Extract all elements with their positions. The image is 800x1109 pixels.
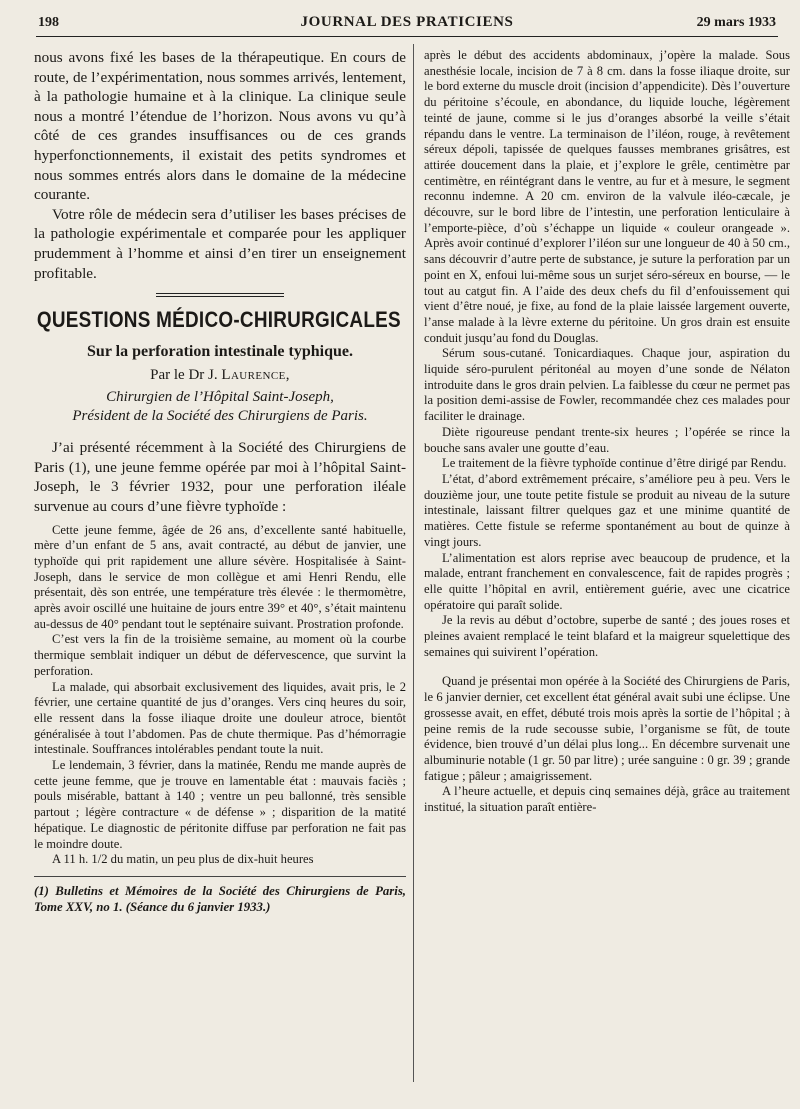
affiliation-line-1: Chirurgien de l’Hôpital Saint-Joseph, <box>106 389 334 406</box>
presentation-paragraph: Quand je présentai mon opérée à la Société des Chirurgiens de Paris, le 6 janvier dernier, cet excellent état général avait subi une éclipse. Une grossesse avait, en effet, débuté trois mois après la sortie de l’hôpital ; à peine remis de la rude secousse subie, l’organisme se fût, de toute évidence, bien trouvé d’un délai plus long... En décembre survenait une albuminurie notable (1 gr. 50 par litre) ; urée sanguine : 0 gr. 39 ; grande fatigue ; pâleur ; amaigrissement. <box>424 674 790 783</box>
article-title: Sur la perforation intestinale typhique. <box>87 343 353 361</box>
author-name: Laurence, <box>221 367 290 384</box>
section-title: QUESTIONS MÉDICO-CHIRURGICALES <box>36 307 401 333</box>
page-header <box>36 12 778 37</box>
intro-paragraph-2: Votre rôle de médecin sera d’utiliser les bases précises de la pathologie expérimentale et comparée pour les appliquer prudemment à l’homme et ainsi d’en tirer un enseignement profitable. <box>34 205 406 282</box>
case-paragraph-1: Cette jeune femme, âgée de 26 ans, d’excellente santé habituelle, mère d’un enfant de 5 ans, avait contracté, au début de janvier, une typhoïde qui prit rapidement une allure sévère. Hospitalisée à Saint-Joseph, dans le service de mon collègue et ami Henri Rendu, elle présentait, dès son entrée, une température très élevée : le thermomètre, après avoir oscillé une huitaine de jours entre 39° et 40°, s’était maintenu au-dessus de 40° pendant tout le septénaire suivant. Prostration profonde. <box>34 522 406 631</box>
case-paragraph-5: A 11 h. 1/2 du matin, un peu plus de dix-huit heures <box>52 852 314 867</box>
recovery-paragraph: L’état, d’abord extrêmement précaire, s’améliore peu à peu. Vers le douzième jour, une toute petite fistule se produit au niveau de la suture intestinale, laissant filtrer quelques gaz et une minime quantité de matières. Cette fistule se referme spontanément au bout de quinze à vingt jours. <box>424 471 790 549</box>
page-number: 198 <box>38 15 59 30</box>
convalescence-paragraph: L’alimentation est alors reprise avec beaucoup de prudence, et la malade, entrant franchement en convalescence, fait de rapides progrès ; elle quitte l’hôpital en avril, entièrement guérie, avec une cicatrice opératoire qui paraît solide. <box>424 550 790 612</box>
left-column <box>34 48 406 1098</box>
diet-paragraph: Diète rigoureuse pendant trente-six heures ; l’opérée se rince la bouche sans avaler une goutte d’eau. <box>424 424 790 455</box>
section-separator <box>156 293 284 297</box>
footnote-rule <box>34 876 406 877</box>
treatment-paragraph: Le traitement de la fièvre typhoïde continue d’être dirigé par Rendu. <box>442 456 787 471</box>
right-column <box>424 48 790 1098</box>
case-paragraph-4: Le lendemain, 3 février, dans la matinée, Rendu me mande auprès de cette jeune femme, que je trouve en lamentable état : mauvais faciès ; pouls misérable, battant à 140 ; ventre un peu ballonné, très sensible partout ; légère contracture « de défense » ; disparition de la matité hépatique. Le diagnostic de péritonite diffuse par perforation ne fait pas le moindre doute. <box>34 758 406 851</box>
postop-paragraph: Sérum sous-cutané. Tonicardiaques. Chaque jour, aspiration du liquide séro-purulent péritonéal au moyen d’une sonde de Nélaton introduite dans le gros drain pelvien. La faiblesse du cœur ne permet pas la position demi-assise de Fowler, recommandée chez ces malades pour faciliter le drainage. <box>424 346 790 424</box>
issue-date: 29 mars 1933 <box>696 15 776 30</box>
footnote: (1) Bulletins et Mémoires de la Société des Chirurgiens de Paris, Tome XXV, no 1. (Séance du 6 janvier 1933.) <box>34 883 406 914</box>
article-byline <box>34 367 406 384</box>
operation-paragraph: après le début des accidents abdominaux, j’opère la malade. Sous anesthésie locale, incision de 7 à 8 cm. dans la fosse iliaque droite, sur le bord externe du muscle droit (incision d’appendicite). Dès l’ouverture du péritoine s’écoule, en abondance, du liquide louche, légèrement teinté de jaune, comme si le jus d’oranges absorbé la veille s’était répandu dans le ventre. La terminaison de l’iléon, rouge, à revêtement séreux dépoli, tapissée de quelques fausses membranes grisâtres, est attirée doucement dans la plaie, et j’explore le grêle, centimètre par centimètre, en réintégrant dans le ventre, au fur et à mesure, le segment reconnu indemne. A 20 cm. environ de la valvule iléo-cæcale, je découvre, sur le bord libre de l’intestin, une perforation lenticulaire à l’emporte-pièce, d’où s’échappe un liquide « couleur orangeade ». Après avoir continué d’explorer l’iléon sur une longueur de 40 à 50 cm., sans découvrir d’autre perte de substance, je suture la perforation par un point en X, enfoui lui-même sous un surjet séro-séreux en bourse, — le tout au catgut fin. A l’aide des deux chefs du fil d’enfouissement qui vient d’être noué, je fixe, au fond de la plaie laissée largement ouverte, l’anse malade à la lèvre externe du péritoine. Un gros drain est ensuite conduit jusqu’au fond du Douglas. <box>424 48 790 345</box>
followup-paragraph: Je la revis au début d’octobre, superbe de santé ; des joues roses et pleines avaient remplacé le teint blafard et la maigreur squelettique des semaines qui suivirent l’opération. <box>424 613 790 659</box>
journal-title: JOURNAL DES PRATICIENS <box>300 14 514 30</box>
lead-paragraph: J’ai présenté récemment à la Société des Chirurgiens de Paris (1), une jeune femme opérée par moi à l’hôpital Saint-Joseph, le 3 février 1932, pour une perforation iléale survenue au cours d’une fièvre typhoïde : <box>34 439 406 515</box>
intro-paragraph-1: nous avons fixé les bases de la thérapeutique. En cours de route, de l’expérimentation, nous sommes arrivés, lentement, à la pathologie humaine et à la clinique. La clinique seule nous a montré l’étendue de l’horizon. Nous avons vu qu’à côté de ces grandes insuffisances ou de ces grands hyperfonctionnements, il existait des petits syndromes et nous sommes entrés alors dans le domaine de la médecine courante. <box>34 49 406 204</box>
author-affiliation <box>34 388 406 426</box>
column-divider <box>413 44 414 1082</box>
case-paragraph-3: La malade, qui absorbait exclusivement des liquides, avait pris, le 2 février, une certaine quantité de jus d’oranges. Vers cinq heures du soir, elle ressent dans la fosse iliaque droite une douleur atroce, bientôt généralisée à tout l’abdomen. Pas de chute thermique. Pas d’hémorragie intestinale. Souffrances intolérables pendant toute la nuit. <box>34 679 406 757</box>
case-paragraph-2: C’est vers la fin de la troisième semaine, au moment où la courbe thermique semblait indiquer un début de défervescence, que survint la perforation. <box>34 632 406 678</box>
current-status-paragraph: A l’heure actuelle, et depuis cinq semaines déjà, grâce au traitement institué, la situation paraît entière- <box>424 784 790 815</box>
byline-prefix: Par le Dr J. <box>150 367 218 384</box>
affiliation-line-2: Président de la Société des Chirurgiens de Paris. <box>72 408 368 425</box>
